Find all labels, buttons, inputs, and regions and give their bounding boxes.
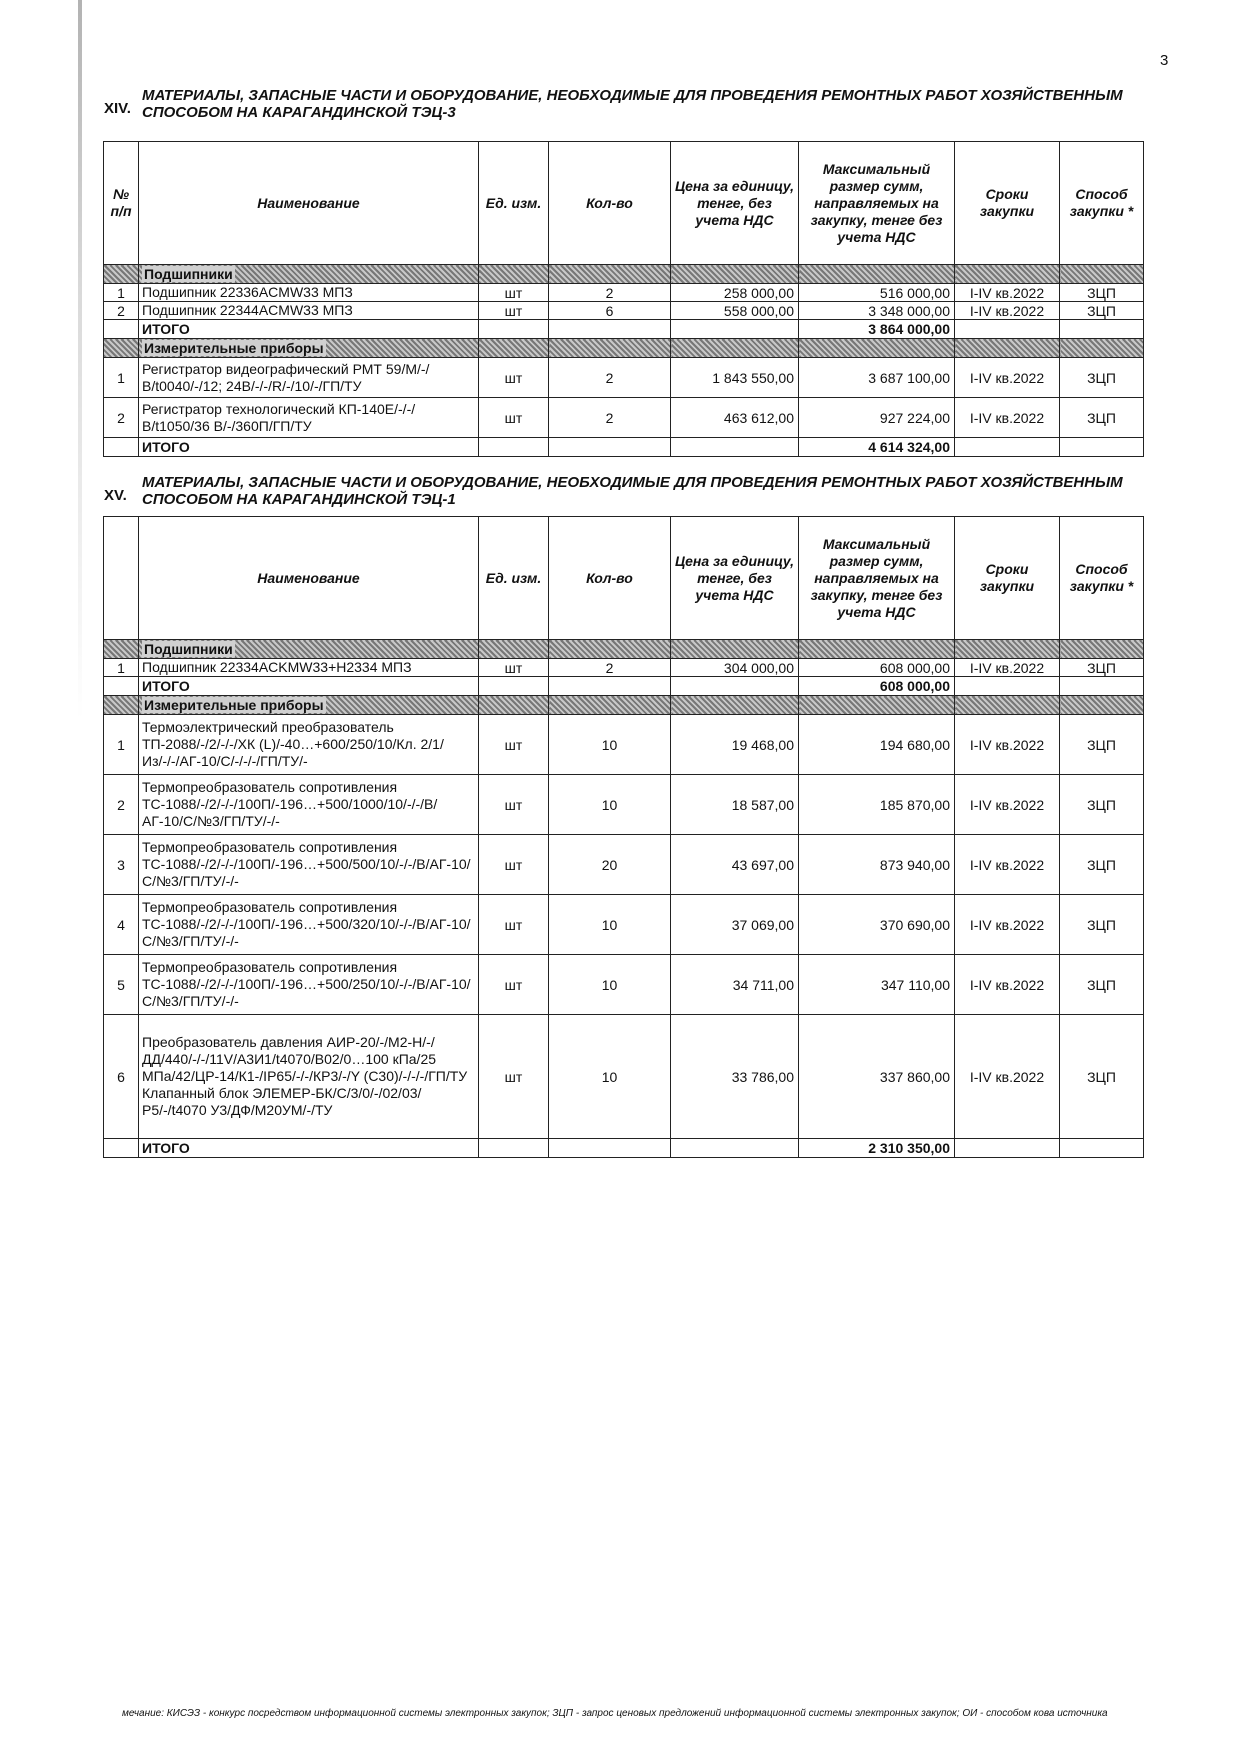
cell-no: 5 <box>104 955 139 1015</box>
cell-method: ЗЦП <box>1060 284 1144 302</box>
header-no: № п/п <box>104 142 139 265</box>
cell-sum: 927 224,00 <box>799 398 955 438</box>
header-price: Цена за единицу, тенге, без учета НДС <box>671 142 799 265</box>
header-no <box>104 517 139 640</box>
total-value: 3 864 000,00 <box>799 320 955 339</box>
total-value: 2 310 350,00 <box>799 1139 955 1158</box>
scan-edge-artifact <box>78 0 82 720</box>
cell-qty: 6 <box>549 302 671 320</box>
cell-name: Термоэлектрический преобразователь ТП-2088/-/2/-/-/ХК (L)/-40…+600/250/10/Кл. 2/1/Из/-/-/АГ-10/С/-/-/-/ГП/ТУ/- <box>139 715 479 775</box>
cell-name: Термопреобразователь сопротивления ТС-1088/-/2/-/-/100П/-196…+500/1000/10/-/-/В/АГ-10/С/№3/ГП/ТУ/-/- <box>139 775 479 835</box>
cell-method: ЗЦП <box>1060 895 1144 955</box>
cell-method: ЗЦП <box>1060 835 1144 895</box>
cell-no: 2 <box>104 398 139 438</box>
cell-terms: I-IV кв.2022 <box>955 398 1060 438</box>
header-qty: Кол-во <box>549 142 671 265</box>
table-row <box>104 659 1144 677</box>
table-row <box>104 955 1144 1015</box>
total-label: ИТОГО <box>139 677 479 696</box>
cell-qty: 2 <box>549 284 671 302</box>
category-label: Подшипники <box>144 641 233 657</box>
cell-price: 33 786,00 <box>671 1015 799 1139</box>
cell-qty: 10 <box>549 895 671 955</box>
cell-qty: 10 <box>549 955 671 1015</box>
header-terms: Сроки закупки <box>955 142 1060 265</box>
cell-terms: I-IV кв.2022 <box>955 895 1060 955</box>
total-value: 4 614 324,00 <box>799 438 955 457</box>
header-unit: Ед. изм. <box>479 517 549 640</box>
cell-method: ЗЦП <box>1060 398 1144 438</box>
cell-terms: I-IV кв.2022 <box>955 715 1060 775</box>
cell-name: Подшипник 22344ACMW33 МПЗ <box>139 302 479 320</box>
cell-name: Термопреобразователь сопротивления ТС-1088/-/2/-/-/100П/-196…+500/500/10/-/-/В/АГ-10/С/№3/ГП/ТУ/-/- <box>139 835 479 895</box>
cell-qty: 10 <box>549 1015 671 1139</box>
cell-price: 258 000,00 <box>671 284 799 302</box>
page-number: 3 <box>1160 52 1169 69</box>
cell-price: 18 587,00 <box>671 775 799 835</box>
table-row <box>104 835 1144 895</box>
cell-terms: I-IV кв.2022 <box>955 955 1060 1015</box>
cell-qty: 2 <box>549 398 671 438</box>
cell-sum: 370 690,00 <box>799 895 955 955</box>
cell-name: Регистратор технологический КП-140Е/-/-/В/t1050/36 В/-/360П/ГП/ТУ <box>139 398 479 438</box>
table-row <box>104 358 1144 398</box>
category-row <box>104 265 1144 284</box>
header-terms: Сроки закупки <box>955 517 1060 640</box>
header-method: Способ закупки * <box>1060 142 1144 265</box>
cell-no: 6 <box>104 1015 139 1139</box>
cell-method: ЗЦП <box>1060 955 1144 1015</box>
cell-price: 558 000,00 <box>671 302 799 320</box>
cell-method: ЗЦП <box>1060 358 1144 398</box>
cell-no: 2 <box>104 302 139 320</box>
table-row <box>104 895 1144 955</box>
total-row <box>104 677 1144 696</box>
cell-no: 1 <box>104 358 139 398</box>
total-label: ИТОГО <box>139 438 479 457</box>
table-row <box>104 775 1144 835</box>
cell-unit: шт <box>479 835 549 895</box>
header-name: Наименование <box>139 142 479 265</box>
cell-sum: 873 940,00 <box>799 835 955 895</box>
cell-terms: I-IV кв.2022 <box>955 775 1060 835</box>
total-label: ИТОГО <box>139 1139 479 1158</box>
cell-no: 1 <box>104 659 139 677</box>
total-row <box>104 320 1144 339</box>
table-row <box>104 284 1144 302</box>
cell-name: Термопреобразователь сопротивления ТС-1088/-/2/-/-/100П/-196…+500/250/10/-/-/В/АГ-10/С/№3/ГП/ТУ/-/- <box>139 955 479 1015</box>
table-tec3 <box>103 141 1144 457</box>
cell-terms: I-IV кв.2022 <box>955 1015 1060 1139</box>
cell-qty: 20 <box>549 835 671 895</box>
cell-qty: 10 <box>549 715 671 775</box>
table-header-row <box>104 517 1144 640</box>
category-label: Подшипники <box>144 266 233 282</box>
cell-sum: 347 110,00 <box>799 955 955 1015</box>
category-row <box>104 339 1144 358</box>
header-name: Наименование <box>139 517 479 640</box>
cell-name: Преобразователь давления АИР-20/-/М2-Н/-/ДД/440/-/-/11V/А3И1/t4070/В02/0…100 кПа/25 МПа/42/ЦР-14/К1-/IP65/-/-/КР3/-/Y (С30)/-/-/-/ГП/ТУ Клапанный блок ЭЛЕМЕР-БК/С/3/0/-/02/03/Р5/-/t4070 У3/ДФ/М20УМ/-/ТУ <box>139 1015 479 1139</box>
cell-method: ЗЦП <box>1060 302 1144 320</box>
header-method: Способ закупки * <box>1060 517 1144 640</box>
cell-name: Регистратор видеографический РМТ 59/М/-/В/t0040/-/12; 24В/-/-/R/-/10/-/ГП/ТУ <box>139 358 479 398</box>
cell-unit: шт <box>479 284 549 302</box>
cell-qty: 2 <box>549 659 671 677</box>
cell-name: Термопреобразователь сопротивления ТС-1088/-/2/-/-/100П/-196…+500/320/10/-/-/В/АГ-10/С/№3/ГП/ТУ/-/- <box>139 895 479 955</box>
cell-sum: 516 000,00 <box>799 284 955 302</box>
cell-terms: I-IV кв.2022 <box>955 835 1060 895</box>
cell-price: 19 468,00 <box>671 715 799 775</box>
cell-no: 4 <box>104 895 139 955</box>
section-number: XIV. <box>104 100 131 117</box>
total-label: ИТОГО <box>139 320 479 339</box>
cell-price: 37 069,00 <box>671 895 799 955</box>
category-row <box>104 696 1144 715</box>
table-row <box>104 715 1144 775</box>
header-price: Цена за единицу, тенге, без учета НДС <box>671 517 799 640</box>
cell-sum: 608 000,00 <box>799 659 955 677</box>
cell-qty: 10 <box>549 775 671 835</box>
category-label: Измерительные приборы <box>144 340 324 356</box>
cell-sum: 3 348 000,00 <box>799 302 955 320</box>
cell-qty: 2 <box>549 358 671 398</box>
cell-method: ЗЦП <box>1060 659 1144 677</box>
cell-price: 34 711,00 <box>671 955 799 1015</box>
table-row <box>104 302 1144 320</box>
cell-no: 3 <box>104 835 139 895</box>
cell-unit: шт <box>479 358 549 398</box>
table-row <box>104 398 1144 438</box>
cell-terms: I-IV кв.2022 <box>955 284 1060 302</box>
cell-price: 463 612,00 <box>671 398 799 438</box>
total-row <box>104 438 1144 457</box>
cell-sum: 194 680,00 <box>799 715 955 775</box>
cell-name: Подшипник 22334ACKMW33+H2334 МПЗ <box>139 659 479 677</box>
cell-no: 1 <box>104 284 139 302</box>
cell-unit: шт <box>479 775 549 835</box>
cell-sum: 337 860,00 <box>799 1015 955 1139</box>
cell-price: 43 697,00 <box>671 835 799 895</box>
header-max-sum: Максимальный размер сумм, направляемых на закупку, тенге без учета НДС <box>799 142 955 265</box>
table-row <box>104 1015 1144 1139</box>
cell-method: ЗЦП <box>1060 775 1144 835</box>
section-title: МАТЕРИАЛЫ, ЗАПАСНЫЕ ЧАСТИ И ОБОРУДОВАНИЕ, НЕОБХОДИМЫЕ ДЛЯ ПРОВЕДЕНИЯ РЕМОНТНЫХ РАБОТ ХОЗЯЙСТВЕННЫМ СПОСОБОМ НА КАРАГАНДИНСКОЙ ТЭЦ-1 <box>142 474 1123 508</box>
section-title: МАТЕРИАЛЫ, ЗАПАСНЫЕ ЧАСТИ И ОБОРУДОВАНИЕ, НЕОБХОДИМЫЕ ДЛЯ ПРОВЕДЕНИЯ РЕМОНТНЫХ РАБОТ ХОЗЯЙСТВЕННЫМ СПОСОБОМ НА КАРАГАНДИНСКОЙ ТЭЦ-3 <box>142 87 1123 121</box>
header-max-sum: Максимальный размер сумм, направляемых на закупку, тенге без учета НДС <box>799 517 955 640</box>
footnote: мечание: КИСЭЗ - конкурс посредством информационной системы электронных закупок; ЗЦП - запрос ценовых предложений информационной системы электронных закупок; ОИ - способом кова источника <box>122 1708 1108 1719</box>
cell-unit: шт <box>479 302 549 320</box>
table-header-row <box>104 142 1144 265</box>
cell-unit: шт <box>479 715 549 775</box>
cell-method: ЗЦП <box>1060 715 1144 775</box>
total-row <box>104 1139 1144 1158</box>
category-row <box>104 640 1144 659</box>
category-label: Измерительные приборы <box>144 697 324 713</box>
cell-terms: I-IV кв.2022 <box>955 302 1060 320</box>
total-value: 608 000,00 <box>799 677 955 696</box>
cell-name: Подшипник 22336ACMW33 МПЗ <box>139 284 479 302</box>
cell-unit: шт <box>479 1015 549 1139</box>
cell-terms: I-IV кв.2022 <box>955 659 1060 677</box>
cell-sum: 185 870,00 <box>799 775 955 835</box>
table-tec1 <box>103 516 1144 1158</box>
cell-unit: шт <box>479 895 549 955</box>
section-number: XV. <box>104 487 127 504</box>
cell-unit: шт <box>479 955 549 1015</box>
cell-method: ЗЦП <box>1060 1015 1144 1139</box>
header-qty: Кол-во <box>549 517 671 640</box>
cell-unit: шт <box>479 659 549 677</box>
cell-no: 1 <box>104 715 139 775</box>
header-unit: Ед. изм. <box>479 142 549 265</box>
cell-sum: 3 687 100,00 <box>799 358 955 398</box>
cell-no: 2 <box>104 775 139 835</box>
cell-price: 304 000,00 <box>671 659 799 677</box>
cell-terms: I-IV кв.2022 <box>955 358 1060 398</box>
cell-unit: шт <box>479 398 549 438</box>
cell-price: 1 843 550,00 <box>671 358 799 398</box>
